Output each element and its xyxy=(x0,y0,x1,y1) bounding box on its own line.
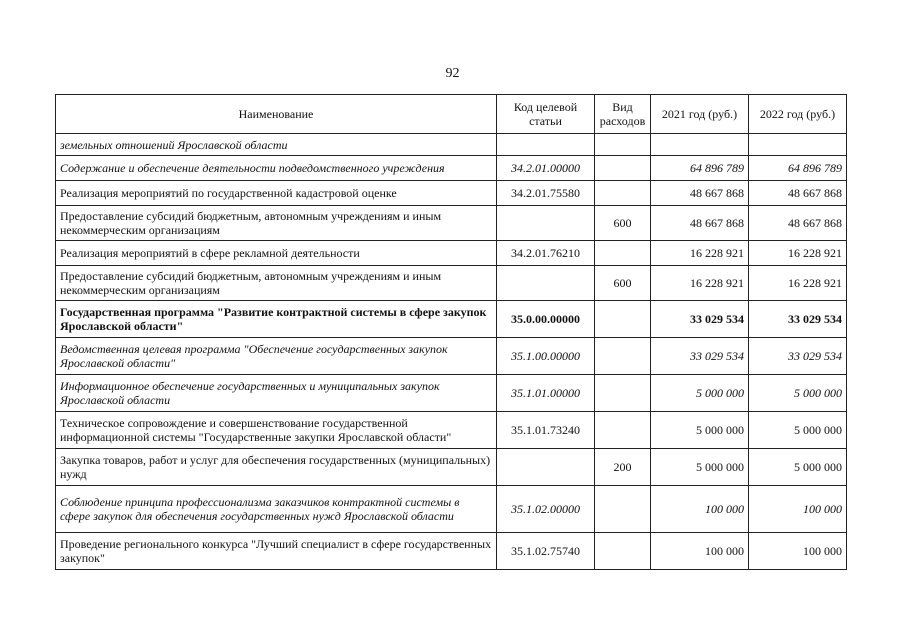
row-code-cell: 34.2.01.00000 xyxy=(497,156,595,181)
row-name-cell: Предоставление субсидий бюджетным, автономным учреждениям и иным некоммерческим организациям xyxy=(56,206,497,241)
row-name-cell: Государственная программа "Развитие контрактной системы в сфере закупок Ярославской области" xyxy=(56,301,497,338)
table-row xyxy=(56,412,847,449)
row-name-cell: Информационное обеспечение государственных и муниципальных закупок Ярославской области xyxy=(56,375,497,412)
row-2022-cell: 48 667 868 xyxy=(749,206,847,241)
header-name: Наименование xyxy=(56,95,497,134)
row-code-cell: 35.0.00.00000 xyxy=(497,301,595,338)
row-2022-cell: 100 000 xyxy=(749,533,847,570)
row-code-cell xyxy=(497,266,595,301)
row-name-cell: Реализация мероприятий в сфере рекламной деятельности xyxy=(56,241,497,266)
table-row xyxy=(56,375,847,412)
row-2022-cell: 5 000 000 xyxy=(749,375,847,412)
row-2021-cell: 16 228 921 xyxy=(651,241,749,266)
row-2021-cell: 100 000 xyxy=(651,486,749,533)
row-2021-cell: 48 667 868 xyxy=(651,206,749,241)
row-code-cell: 35.1.01.00000 xyxy=(497,375,595,412)
row-expense-type-cell: 200 xyxy=(595,449,651,486)
header-2022: 2022 год (руб.) xyxy=(749,95,847,134)
row-2022-cell: 16 228 921 xyxy=(749,266,847,301)
row-name-cell: Соблюдение принципа профессионализма заказчиков контрактной системы в сфере закупок для обеспечения государственных нужд Ярославской области xyxy=(56,486,497,533)
row-code-cell xyxy=(497,134,595,156)
row-2022-cell: 33 029 534 xyxy=(749,338,847,375)
row-expense-type-cell xyxy=(595,375,651,412)
row-expense-type-cell xyxy=(595,533,651,570)
table-row xyxy=(56,338,847,375)
row-name-cell: Содержание и обеспечение деятельности подведомственного учреждения xyxy=(56,156,497,181)
row-2022-cell: 16 228 921 xyxy=(749,241,847,266)
table-row xyxy=(56,533,847,570)
table-header-row xyxy=(56,95,847,134)
table-row xyxy=(56,181,847,206)
row-name-cell: Техническое сопровождение и совершенствование государственной информационной системы "Государственные закупки Ярославской области" xyxy=(56,412,497,449)
row-name-cell: Ведомственная целевая программа "Обеспечение государственных закупок Ярославской области" xyxy=(56,338,497,375)
table-row xyxy=(56,206,847,241)
row-expense-type-cell xyxy=(595,134,651,156)
row-2022-cell: 5 000 000 xyxy=(749,412,847,449)
row-2022-cell xyxy=(749,134,847,156)
header-expense-type: Вид расходов xyxy=(595,95,651,134)
row-2021-cell: 16 228 921 xyxy=(651,266,749,301)
header-code: Код целевой статьи xyxy=(497,95,595,134)
row-code-cell xyxy=(497,449,595,486)
row-2021-cell: 64 896 789 xyxy=(651,156,749,181)
row-2021-cell: 5 000 000 xyxy=(651,449,749,486)
row-2021-cell: 48 667 868 xyxy=(651,181,749,206)
row-2021-cell: 5 000 000 xyxy=(651,375,749,412)
row-expense-type-cell xyxy=(595,241,651,266)
table-row xyxy=(56,241,847,266)
row-expense-type-cell xyxy=(595,338,651,375)
table-row xyxy=(56,449,847,486)
row-code-cell: 35.1.00.00000 xyxy=(497,338,595,375)
row-code-cell: 35.1.02.00000 xyxy=(497,486,595,533)
table-row xyxy=(56,156,847,181)
row-expense-type-cell xyxy=(595,181,651,206)
row-name-cell: Реализация мероприятий по государственной кадастровой оценке xyxy=(56,181,497,206)
row-name-cell: Закупка товаров, работ и услуг для обеспечения государственных (муниципальных) нужд xyxy=(56,449,497,486)
table-body xyxy=(56,134,847,570)
table-row xyxy=(56,301,847,338)
row-name-cell: Предоставление субсидий бюджетным, автономным учреждениям и иным некоммерческим организациям xyxy=(56,266,497,301)
table-row xyxy=(56,134,847,156)
row-expense-type-cell: 600 xyxy=(595,266,651,301)
row-expense-type-cell xyxy=(595,156,651,181)
row-code-cell: 34.2.01.76210 xyxy=(497,241,595,266)
row-2022-cell: 48 667 868 xyxy=(749,181,847,206)
row-code-cell: 35.1.01.73240 xyxy=(497,412,595,449)
row-code-cell: 35.1.02.75740 xyxy=(497,533,595,570)
row-name-cell: Проведение регионального конкурса "Лучший специалист в сфере государственных закупок" xyxy=(56,533,497,570)
row-2021-cell xyxy=(651,134,749,156)
table-row xyxy=(56,266,847,301)
row-2022-cell: 5 000 000 xyxy=(749,449,847,486)
row-2021-cell: 33 029 534 xyxy=(651,301,749,338)
row-code-cell: 34.2.01.75580 xyxy=(497,181,595,206)
row-code-cell xyxy=(497,206,595,241)
table-row xyxy=(56,486,847,533)
row-2021-cell: 100 000 xyxy=(651,533,749,570)
budget-table xyxy=(55,94,847,570)
page-number: 92 xyxy=(445,66,460,81)
row-2022-cell: 64 896 789 xyxy=(749,156,847,181)
row-name-cell: земельных отношений Ярославской области xyxy=(56,134,497,156)
row-expense-type-cell xyxy=(595,486,651,533)
row-2022-cell: 33 029 534 xyxy=(749,301,847,338)
row-2021-cell: 5 000 000 xyxy=(651,412,749,449)
header-2021: 2021 год (руб.) xyxy=(651,95,749,134)
row-expense-type-cell: 600 xyxy=(595,206,651,241)
row-expense-type-cell xyxy=(595,412,651,449)
row-2021-cell: 33 029 534 xyxy=(651,338,749,375)
row-2022-cell: 100 000 xyxy=(749,486,847,533)
row-expense-type-cell xyxy=(595,301,651,338)
